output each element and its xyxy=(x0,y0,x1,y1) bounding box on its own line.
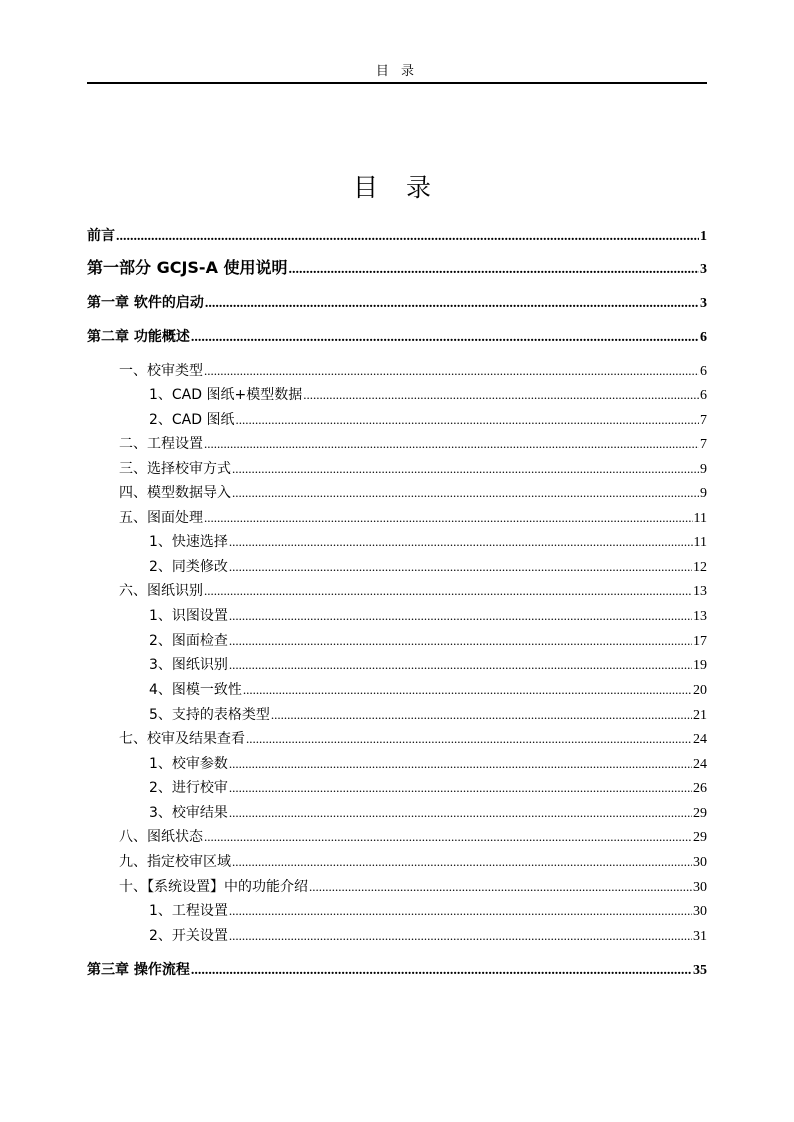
toc-entry-label: 1、CAD 图纸+模型数据 xyxy=(149,387,303,403)
toc-entry[interactable] xyxy=(87,680,707,701)
toc-entry-page-number: 3 xyxy=(700,296,707,311)
toc-entry-page-number: 31 xyxy=(693,929,707,944)
toc-dot-leader xyxy=(191,961,692,981)
toc-entry[interactable] xyxy=(87,729,707,750)
toc-entry[interactable] xyxy=(87,258,707,280)
toc-entry-page-number: 24 xyxy=(693,732,707,747)
toc-dot-leader xyxy=(191,328,699,348)
toc-entry[interactable] xyxy=(87,705,707,726)
toc-entry-page-number: 21 xyxy=(693,708,707,723)
toc-entry[interactable] xyxy=(87,293,707,314)
toc-dot-leader xyxy=(229,655,692,675)
toc-entry-label: 四、模型数据导入 xyxy=(119,485,231,501)
toc-dot-leader xyxy=(229,926,692,946)
toc-entry[interactable] xyxy=(87,754,707,775)
toc-entry[interactable] xyxy=(87,877,707,898)
toc-entry-page-number: 11 xyxy=(693,535,707,550)
toc-entry-page-number: 13 xyxy=(693,584,707,599)
toc-entry[interactable] xyxy=(87,459,707,480)
toc-dot-leader xyxy=(232,852,692,872)
toc-entry-page-number: 6 xyxy=(700,330,707,345)
toc-entry-label: 2、图面检查 xyxy=(149,633,228,649)
toc-dot-leader xyxy=(246,729,692,749)
toc-entry[interactable] xyxy=(87,852,707,873)
toc-entry-label: 第三章 操作流程 xyxy=(87,962,190,978)
toc-dot-leader xyxy=(229,532,693,552)
toc-entry-label: 三、选择校审方式 xyxy=(119,461,231,477)
toc-dot-leader xyxy=(204,827,692,847)
toc-dot-leader xyxy=(204,581,692,601)
toc-entry-label: 1、快速选择 xyxy=(149,534,228,550)
toc-entry-label: 1、识图设置 xyxy=(149,608,228,624)
page-title: 目 录 xyxy=(353,173,441,202)
toc-entry-label: 5、支持的表格类型 xyxy=(149,707,270,723)
toc-entry-label: 一、校审类型 xyxy=(119,363,203,379)
toc-entry-page-number: 30 xyxy=(693,880,707,895)
toc-entry-label: 二、工程设置 xyxy=(119,436,203,452)
toc-entry-label: 2、开关设置 xyxy=(149,928,228,944)
toc-dot-leader xyxy=(229,803,692,823)
toc-entry-label: 2、进行校审 xyxy=(149,780,228,796)
toc-dot-leader xyxy=(204,361,699,381)
toc-entry[interactable] xyxy=(87,410,707,431)
toc-entry-page-number: 13 xyxy=(693,609,707,624)
toc-entry[interactable] xyxy=(87,508,707,529)
toc-dot-leader xyxy=(204,508,693,528)
toc-entry-page-number: 30 xyxy=(693,904,707,919)
toc-entry[interactable] xyxy=(87,385,707,406)
toc-entry[interactable] xyxy=(87,361,707,382)
toc-entry-label: 五、图面处理 xyxy=(119,510,203,526)
toc-entry-page-number: 24 xyxy=(693,757,707,772)
toc-entry-label: 1、工程设置 xyxy=(149,903,228,919)
toc-entry-page-number: 29 xyxy=(693,830,707,845)
toc-dot-leader xyxy=(204,434,699,454)
toc-entry-label: 3、图纸识别 xyxy=(149,657,228,673)
toc-entry-page-number: 30 xyxy=(693,855,707,870)
toc-dot-leader xyxy=(303,385,699,405)
toc-entry-label: 2、同类修改 xyxy=(149,559,228,575)
toc-dot-leader xyxy=(229,754,692,774)
toc-entry-page-number: 7 xyxy=(700,413,707,428)
toc-entry-label: 第一部分 GCJS-A 使用说明 xyxy=(87,258,288,277)
toc-entry-label: 十、【系统设置】中的功能介绍 xyxy=(119,879,308,895)
toc-entry-page-number: 29 xyxy=(693,806,707,821)
toc-entry-label: 九、指定校审区域 xyxy=(119,854,231,870)
toc-entry-label: 2、CAD 图纸 xyxy=(149,412,235,428)
toc-entry-page-number: 6 xyxy=(700,388,707,403)
toc-entry[interactable] xyxy=(87,926,707,947)
toc-entry[interactable] xyxy=(87,532,707,553)
toc-entry-label: 前言 xyxy=(87,228,115,244)
toc-entry-page-number: 19 xyxy=(693,658,707,673)
toc-dot-leader xyxy=(232,459,699,479)
toc-entry[interactable] xyxy=(87,557,707,578)
running-header: 目 录 xyxy=(375,64,419,79)
toc-entry-label: 七、校审及结果查看 xyxy=(119,731,245,747)
toc-entry[interactable] xyxy=(87,434,707,455)
toc-entry-page-number: 12 xyxy=(693,560,707,575)
toc-entry-page-number: 20 xyxy=(693,683,707,698)
toc-entry-label: 第二章 功能概述 xyxy=(87,329,190,345)
toc-dot-leader xyxy=(243,680,692,700)
table-of-contents xyxy=(87,0,707,1122)
toc-entry[interactable] xyxy=(87,803,707,824)
toc-entry-page-number: 11 xyxy=(693,511,707,526)
toc-dot-leader xyxy=(309,877,692,897)
toc-entry[interactable] xyxy=(87,581,707,602)
toc-entry-label: 八、图纸状态 xyxy=(119,829,203,845)
toc-dot-leader xyxy=(229,606,692,626)
toc-entry[interactable] xyxy=(87,778,707,799)
toc-entry[interactable] xyxy=(87,631,707,652)
toc-entry-label: 1、校审参数 xyxy=(149,756,228,772)
toc-entry-page-number: 35 xyxy=(693,963,707,978)
toc-entry[interactable] xyxy=(87,483,707,504)
toc-entry-page-number: 26 xyxy=(693,781,707,796)
toc-dot-leader xyxy=(289,260,699,280)
toc-entry-label: 3、校审结果 xyxy=(149,805,228,821)
toc-entry-page-number: 7 xyxy=(700,437,707,452)
toc-entry-page-number: 1 xyxy=(700,229,707,244)
toc-entry[interactable] xyxy=(87,960,707,981)
toc-dot-leader xyxy=(116,227,699,247)
toc-entry[interactable] xyxy=(87,827,707,848)
toc-dot-leader xyxy=(229,631,692,651)
toc-entry-page-number: 3 xyxy=(700,262,707,277)
toc-entry[interactable] xyxy=(87,606,707,627)
toc-dot-leader xyxy=(229,557,692,577)
toc-entry[interactable] xyxy=(87,901,707,922)
toc-dot-leader xyxy=(232,483,699,503)
toc-entry-page-number: 6 xyxy=(700,364,707,379)
toc-entry-label: 4、图模一致性 xyxy=(149,682,242,698)
toc-entry[interactable] xyxy=(87,655,707,676)
toc-entry-label: 六、图纸识别 xyxy=(119,583,203,599)
toc-entry-page-number: 17 xyxy=(693,634,707,649)
toc-dot-leader xyxy=(236,410,700,430)
toc-entry[interactable] xyxy=(87,226,707,247)
toc-dot-leader xyxy=(205,294,699,314)
toc-entry-page-number: 9 xyxy=(700,486,707,501)
toc-dot-leader xyxy=(229,901,692,921)
toc-entry[interactable] xyxy=(87,327,707,348)
toc-dot-leader xyxy=(229,778,692,798)
toc-dot-leader xyxy=(271,705,692,725)
toc-entry-page-number: 9 xyxy=(700,462,707,477)
toc-entry-label: 第一章 软件的启动 xyxy=(87,295,204,311)
